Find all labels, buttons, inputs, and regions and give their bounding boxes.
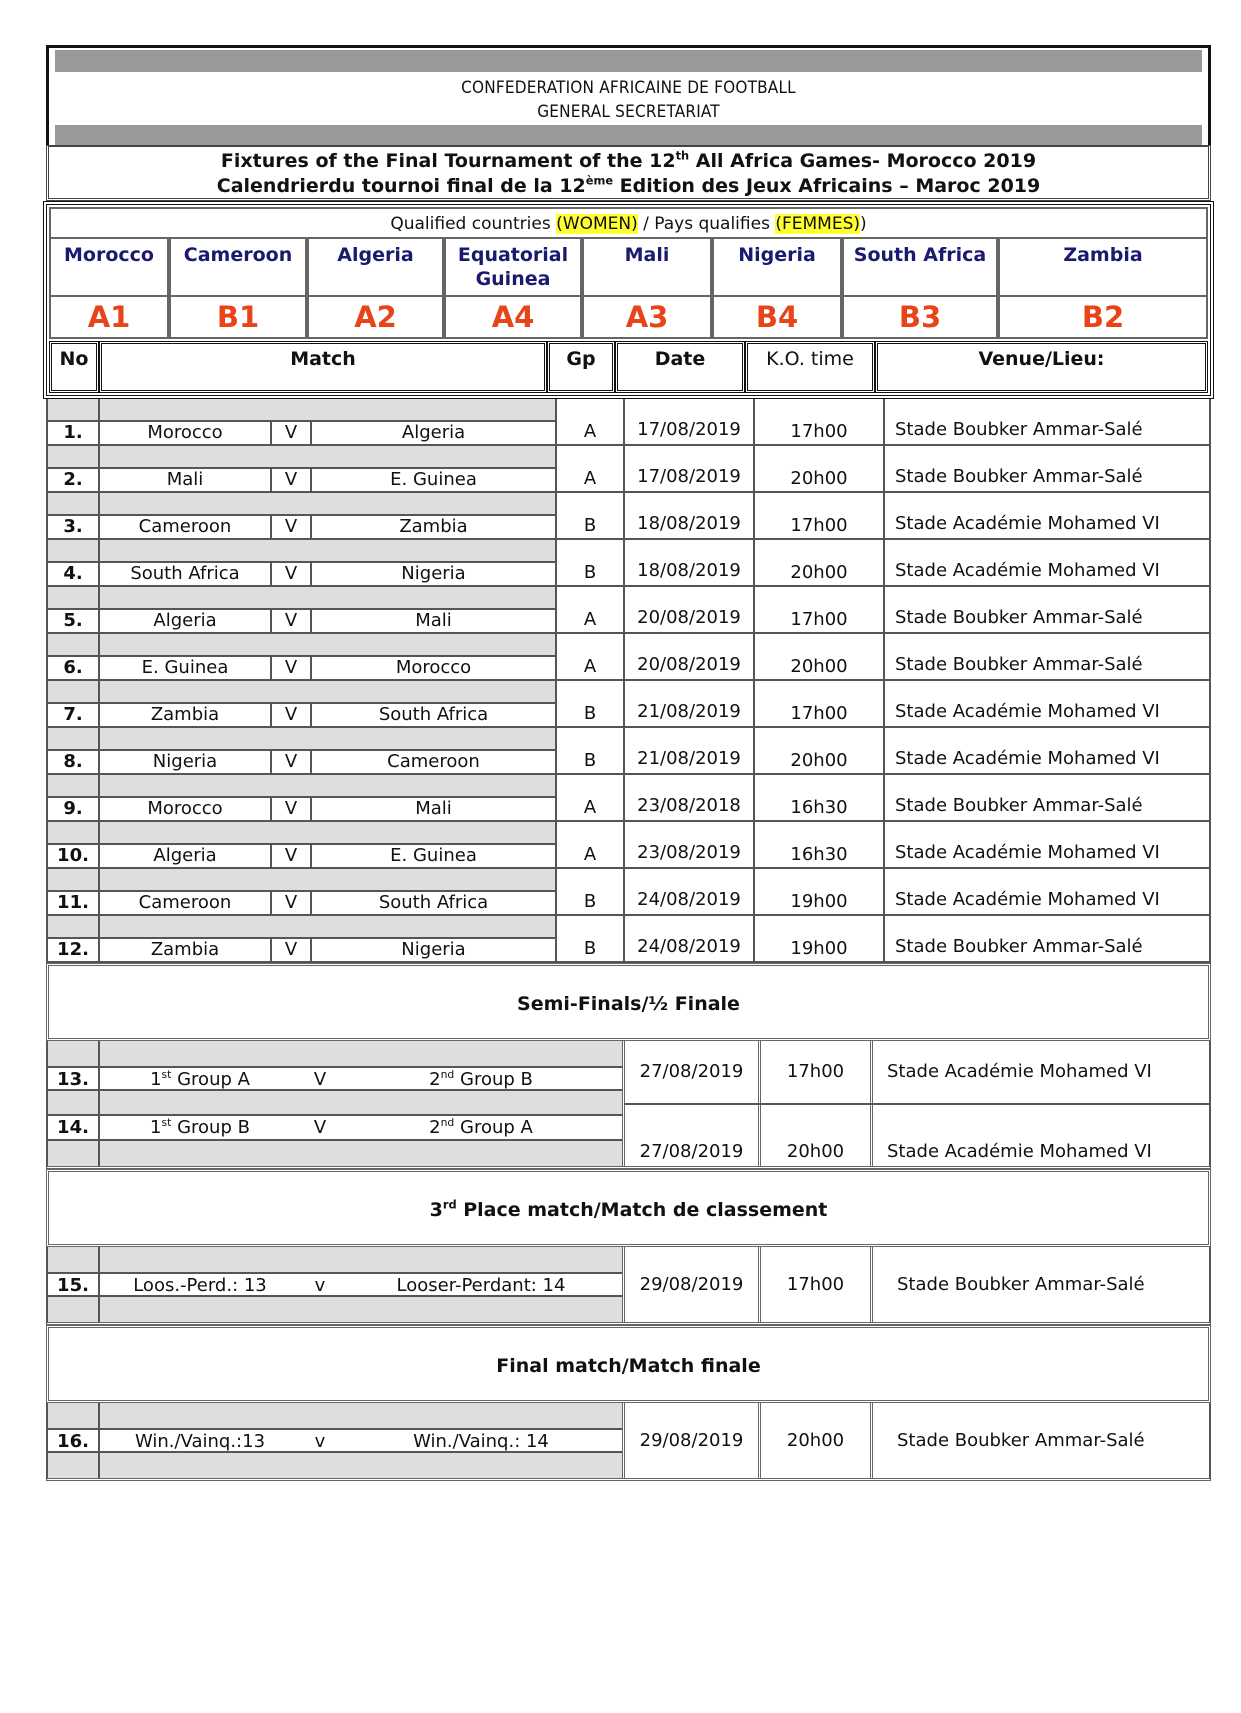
versus: V <box>272 469 312 491</box>
table-row <box>48 1116 622 1141</box>
kickoff-time: 17h00 <box>755 399 885 444</box>
table-row <box>48 446 1209 493</box>
table-row <box>48 634 1209 681</box>
qualified-countries-title <box>49 207 1208 239</box>
venue: Stade Boubker Ammar-Salé <box>895 419 1143 440</box>
away-num: 2 <box>429 1117 441 1138</box>
match-date: 27/08/2019 <box>625 1041 761 1103</box>
match-date: 20/08/2019 <box>625 634 755 679</box>
versus: V <box>272 939 312 961</box>
match-date: 23/08/2018 <box>625 775 755 820</box>
column-header-ko-time: K.O. time <box>745 341 875 393</box>
match-date: 27/08/2019 <box>625 1105 761 1167</box>
home-num: 1 <box>150 1117 162 1138</box>
third-num: 3 <box>429 1199 443 1221</box>
venue: Stade Académie Mohamed VI <box>895 560 1160 581</box>
versus: V <box>272 610 312 632</box>
match-date: 17/08/2019 <box>625 399 755 444</box>
kickoff-time: 16h30 <box>755 775 885 820</box>
table-row <box>48 1272 622 1297</box>
home-team: Morocco <box>100 422 272 444</box>
table-row <box>48 869 1209 916</box>
versus: V <box>272 892 312 914</box>
match-date: 21/08/2019 <box>625 681 755 726</box>
match-number: 11. <box>48 892 100 914</box>
match-number: 16. <box>48 1430 100 1451</box>
match-number: 6. <box>48 657 100 679</box>
country-code: B4 <box>714 295 840 337</box>
venue: Stade Académie Mohamed VI <box>895 701 1160 722</box>
versus: V <box>313 1117 327 1138</box>
country-cell <box>998 239 1208 339</box>
home-team: Zambia <box>100 704 272 726</box>
home-rest: Group B <box>171 1117 250 1138</box>
country-code: B2 <box>1000 295 1206 337</box>
away-team: South Africa <box>378 704 489 725</box>
kickoff-time: 17h00 <box>761 1041 873 1103</box>
country-list <box>49 239 1208 339</box>
table-row <box>48 728 1209 775</box>
table-row <box>48 587 1209 634</box>
kickoff-time: 20h00 <box>755 446 885 491</box>
home-team: Mali <box>100 469 272 491</box>
group: B <box>557 869 625 914</box>
country-code: A3 <box>584 295 710 337</box>
away-rest: Group B <box>454 1069 533 1090</box>
country-cell <box>169 239 307 339</box>
country-cell <box>582 239 712 339</box>
match-number: 7. <box>48 704 100 726</box>
title-fr-text: Calendrierdu tournoi final de la 12 <box>216 175 586 197</box>
group: A <box>557 399 625 444</box>
final-table <box>46 1403 1211 1481</box>
match-number: 14. <box>48 1116 100 1139</box>
match-date: 29/08/2019 <box>625 1403 761 1478</box>
title-en-sup: th <box>675 148 690 163</box>
venue: Stade Académie Mohamed VI <box>887 1061 1152 1083</box>
match-date: 24/08/2019 <box>625 869 755 914</box>
document-title-box <box>46 145 1211 201</box>
versus: V <box>272 798 312 820</box>
away-team <box>340 1116 622 1139</box>
semi-finals-table <box>46 1041 1211 1169</box>
match-number: 3. <box>48 516 100 538</box>
group: B <box>557 681 625 726</box>
home-team: Cameroon <box>100 892 272 914</box>
group: A <box>557 775 625 820</box>
country-name: Mali <box>624 244 670 266</box>
away-num: 2 <box>429 1069 441 1090</box>
kickoff-time: 20h00 <box>755 634 885 679</box>
kickoff-time: 17h00 <box>755 493 885 538</box>
match-number: 2. <box>48 469 100 491</box>
table-row <box>48 916 1209 963</box>
away-sup: nd <box>440 1068 455 1081</box>
home-team: Loos.-Perd.: 13 <box>133 1275 267 1296</box>
home-team: Cameroon <box>100 516 272 538</box>
away-team: Nigeria <box>401 563 466 584</box>
column-header-no: No <box>49 341 99 393</box>
kickoff-time: 17h00 <box>755 681 885 726</box>
third-rest: Place match/Match de classement <box>456 1199 828 1221</box>
country-cell <box>444 239 582 339</box>
country-code: B3 <box>844 295 996 337</box>
venue: Stade Académie Mohamed VI <box>895 842 1160 863</box>
home-team: South Africa <box>100 563 272 585</box>
home-team: Nigeria <box>100 751 272 773</box>
away-team: Cameroon <box>387 751 480 772</box>
match-date: 21/08/2019 <box>625 728 755 773</box>
match-number: 10. <box>48 845 100 867</box>
away-team: Mali <box>415 610 452 631</box>
match-number: 5. <box>48 610 100 632</box>
country-name: Morocco <box>64 244 154 266</box>
country-name: Algeria <box>337 244 414 266</box>
women-highlight: (WOMEN) <box>556 214 638 234</box>
third-sup: rd <box>442 1197 457 1212</box>
versus: V <box>272 516 312 538</box>
caf-header-box <box>46 45 1211 145</box>
match-date: 18/08/2019 <box>625 493 755 538</box>
semi-finals-heading: Semi-Finals/½ Finale <box>46 963 1211 1041</box>
qualified-countries-box <box>43 201 1214 399</box>
venue: Stade Académie Mohamed VI <box>895 889 1160 910</box>
away-team: Zambia <box>399 516 468 537</box>
match-number: 12. <box>48 939 100 961</box>
group: A <box>557 587 625 632</box>
column-header-venue: Venue/Lieu: <box>875 341 1208 393</box>
country-name: Nigeria <box>738 244 816 266</box>
away-team: South Africa <box>378 892 489 913</box>
country-cell <box>842 239 998 339</box>
qual-close: ) <box>860 214 867 234</box>
away-team: Looser-Perdant: 14 <box>396 1275 566 1296</box>
table-row <box>48 493 1209 540</box>
kickoff-time: 19h00 <box>755 916 885 961</box>
match-number: 9. <box>48 798 100 820</box>
home-team <box>100 1116 300 1139</box>
match-date: 24/08/2019 <box>625 916 755 961</box>
title-fr-sup: ème <box>585 173 614 188</box>
final-heading: Final match/Match finale <box>46 1325 1211 1403</box>
match-number: 1. <box>48 422 100 444</box>
home-sup: st <box>161 1068 172 1081</box>
venue: Stade Académie Mohamed VI <box>895 748 1160 769</box>
venue: Stade Boubker Ammar-Salé <box>897 1430 1145 1451</box>
match-number: 13. <box>48 1068 100 1089</box>
kickoff-time: 17h00 <box>761 1247 873 1322</box>
kickoff-time: 20h00 <box>755 728 885 773</box>
column-header-date: Date <box>615 341 745 393</box>
group: B <box>557 728 625 773</box>
qual-middle: / Pays qualifies <box>637 214 776 234</box>
country-name: Equatorial Guinea <box>457 244 569 290</box>
third-place-table <box>46 1247 1211 1325</box>
match-date: 29/08/2019 <box>625 1247 761 1322</box>
match-date: 17/08/2019 <box>625 446 755 491</box>
versus: V <box>272 751 312 773</box>
header-gray-bar-bottom <box>55 125 1202 145</box>
table-row <box>48 540 1209 587</box>
home-rest: Group A <box>171 1069 250 1090</box>
table-row <box>48 1066 622 1091</box>
match-number: 8. <box>48 751 100 773</box>
fixtures-document <box>46 45 1211 1481</box>
match-date: 23/08/2019 <box>625 822 755 867</box>
match-number: 4. <box>48 563 100 585</box>
away-team: E. Guinea <box>390 845 477 866</box>
away-team <box>340 1068 622 1089</box>
org-department: GENERAL SECRETARIAT <box>537 102 720 122</box>
match-date: 18/08/2019 <box>625 540 755 585</box>
country-name: Zambia <box>1063 244 1143 266</box>
venue: Stade Boubker Ammar-Salé <box>895 654 1143 675</box>
away-team: Algeria <box>401 422 466 443</box>
country-code: A4 <box>446 295 580 337</box>
group-matches-table <box>46 399 1211 963</box>
home-num: 1 <box>150 1069 162 1090</box>
table-row <box>48 681 1209 728</box>
away-team: Mali <box>415 798 452 819</box>
group: B <box>557 916 625 961</box>
country-cell <box>307 239 444 339</box>
away-rest: Group A <box>454 1117 533 1138</box>
venue: Stade Boubker Ammar-Salé <box>895 607 1143 628</box>
femmes-highlight: (FEMMES) <box>775 214 860 234</box>
table-row <box>48 822 1209 869</box>
group: B <box>557 493 625 538</box>
column-header-gp: Gp <box>547 341 615 393</box>
third-place-heading <box>46 1169 1211 1247</box>
country-code: A2 <box>309 295 442 337</box>
country-cell <box>712 239 842 339</box>
away-team: Morocco <box>395 657 472 678</box>
away-team: E. Guinea <box>390 469 477 490</box>
home-sup: st <box>161 1116 172 1129</box>
away-team: Nigeria <box>401 939 466 960</box>
kickoff-time: 16h30 <box>755 822 885 867</box>
title-en-text: Fixtures of the Final Tournament of the 12 <box>220 150 676 172</box>
table-row <box>48 399 1209 446</box>
group: A <box>557 634 625 679</box>
group: A <box>557 822 625 867</box>
home-team: Zambia <box>100 939 272 961</box>
versus: V <box>272 845 312 867</box>
kickoff-time: 20h00 <box>761 1403 873 1478</box>
kickoff-time: 20h00 <box>761 1105 873 1167</box>
country-cell <box>49 239 169 339</box>
header-gray-bar-top <box>55 50 1202 72</box>
versus: V <box>272 422 312 444</box>
home-team: Algeria <box>100 610 272 632</box>
venue: Stade Boubker Ammar-Salé <box>895 795 1143 816</box>
title-english <box>49 149 1208 174</box>
versus: V <box>272 704 312 726</box>
venue: Stade Académie Mohamed VI <box>887 1141 1152 1162</box>
home-team: Win./Vainq.:13 <box>134 1431 266 1452</box>
venue: Stade Boubker Ammar-Salé <box>895 936 1143 957</box>
column-header-match: Match <box>99 341 547 393</box>
table-row <box>48 775 1209 822</box>
title-fr-text-2: Edition des Jeux Africains – Maroc 2019 <box>613 175 1041 197</box>
home-team: Morocco <box>100 798 272 820</box>
match-date: 20/08/2019 <box>625 587 755 632</box>
kickoff-time: 20h00 <box>755 540 885 585</box>
org-name: CONFEDERATION AFRICAINE DE FOOTBALL <box>461 78 796 98</box>
versus: V <box>313 1069 327 1090</box>
versus: V <box>272 657 312 679</box>
column-header-row <box>49 341 1208 393</box>
match-number: 15. <box>48 1274 100 1295</box>
country-code: B1 <box>171 295 305 337</box>
kickoff-time: 19h00 <box>755 869 885 914</box>
home-team <box>100 1068 300 1089</box>
qual-prefix: Qualified countries <box>390 214 557 234</box>
away-sup: nd <box>440 1116 455 1129</box>
home-team: E. Guinea <box>100 657 272 679</box>
versus: v <box>314 1275 326 1296</box>
home-team: Algeria <box>100 845 272 867</box>
country-name: South Africa <box>853 244 987 266</box>
kickoff-time: 17h00 <box>755 587 885 632</box>
away-team: Win./Vainq.: 14 <box>413 1431 549 1452</box>
country-code: A1 <box>51 295 167 337</box>
table-row <box>48 1428 622 1453</box>
venue: Stade Boubker Ammar-Salé <box>895 466 1143 487</box>
country-name: Cameroon <box>183 244 293 266</box>
versus: v <box>314 1431 326 1452</box>
venue: Stade Boubker Ammar-Salé <box>897 1274 1145 1295</box>
group: B <box>557 540 625 585</box>
versus: V <box>272 563 312 585</box>
venue: Stade Académie Mohamed VI <box>895 513 1160 534</box>
title-french <box>49 174 1208 199</box>
group: A <box>557 446 625 491</box>
title-en-text-2: All Africa Games- Morocco 2019 <box>689 150 1037 172</box>
